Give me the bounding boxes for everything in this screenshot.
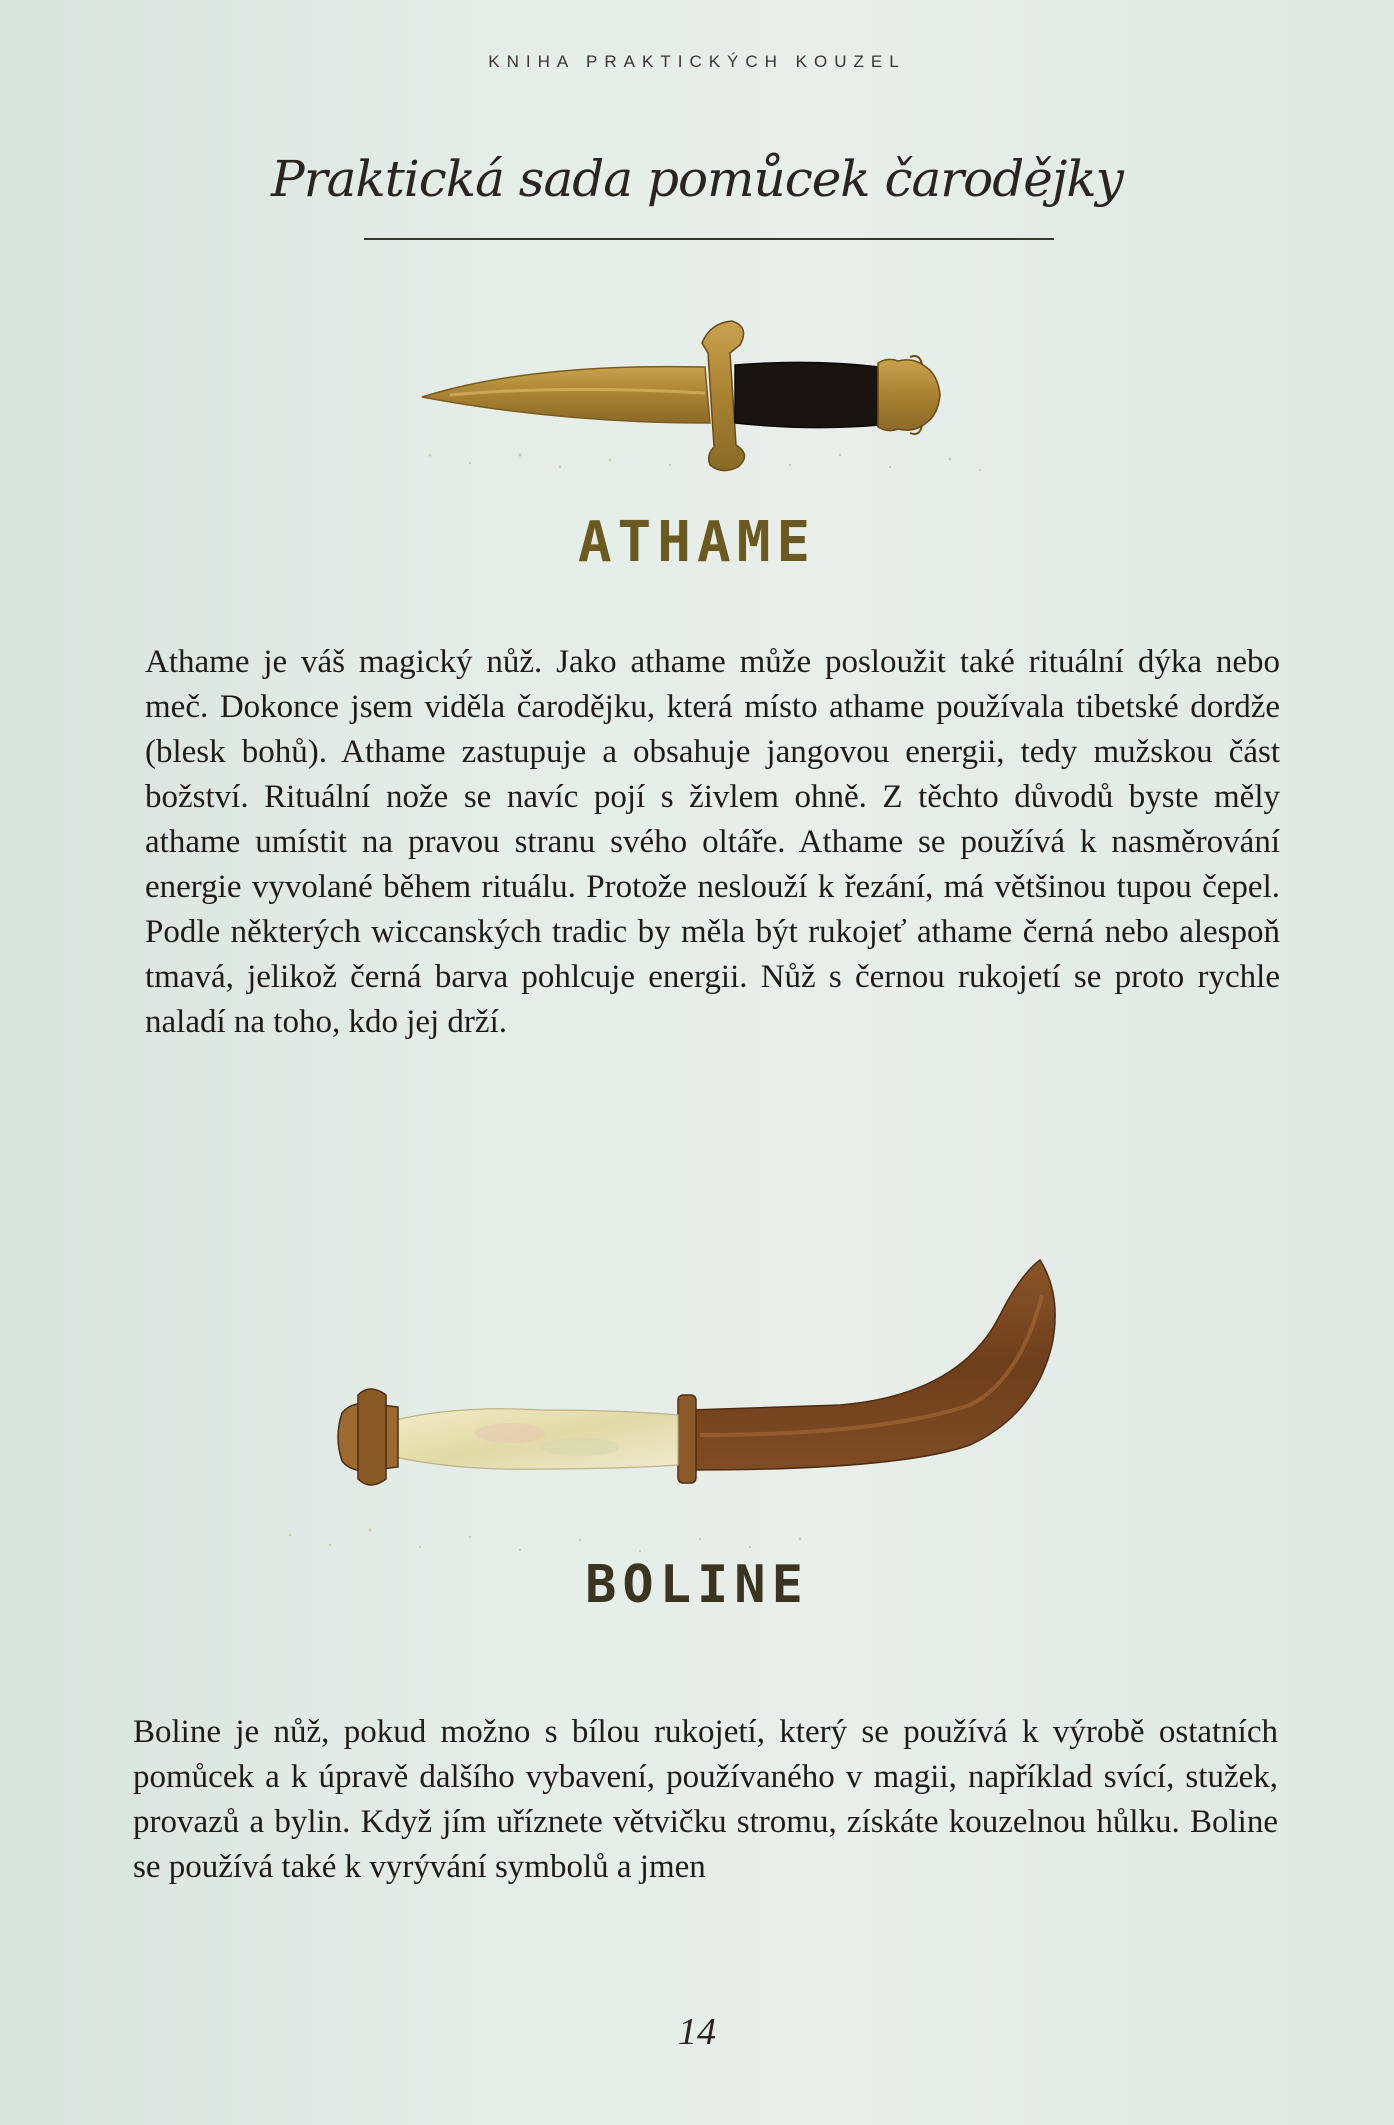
boline-paragraph: Boline je nůž, pokud možno s bílou rukojetí, který se používá k výrobě ostatních pomůcek a k úpravě dalšího vybavení, používaného v magii, například svící, stužek, provazů a bylin. Když jím uříznete větvičku stromu, získáte kouzelnou hůlku. Boline se používá také k vyrývání symbolů a jmen [133, 1714, 1278, 1885]
running-head: KNIHA PRAKTICKÝCH KOUZEL [488, 52, 906, 71]
athame-heading: ATHAME [577, 510, 817, 575]
boline-heading: BOLINE [585, 1555, 809, 1615]
boline-knife-icon [280, 1255, 1080, 1575]
page-number: 14 [678, 2011, 716, 2053]
athame-dagger-icon [410, 305, 1000, 505]
athame-paragraph: Athame je váš magický nůž. Jako athame může posloužit také rituální dýka nebo meč. Dokonce jsem viděla čarodějku, která místo athame používala tibetské dordže (blesk bohů). Athame zastupuje a obsahuje jangovou energii, tedy mužskou část božství. Rituální nože se navíc pojí s živlem ohně. Z těchto důvodů byste měly athame umístit na pravou stranu svého oltáře. Athame se používá k nasměrování energie vyvolané během rituálu. Protože neslouží k řezání, má většinou tupou čepel. Podle některých wiccanských tradic by měla být rukojeť athame černá nebo alespoň tmavá, jelikož černá barva pohlcuje energii. Nůž s černou rukojetí se proto rychle naladí na toho, kdo jej drží. [145, 644, 1280, 1040]
section-title: Praktická sada pomůcek čarodějky [271, 150, 1123, 208]
title-rule [364, 238, 1054, 240]
